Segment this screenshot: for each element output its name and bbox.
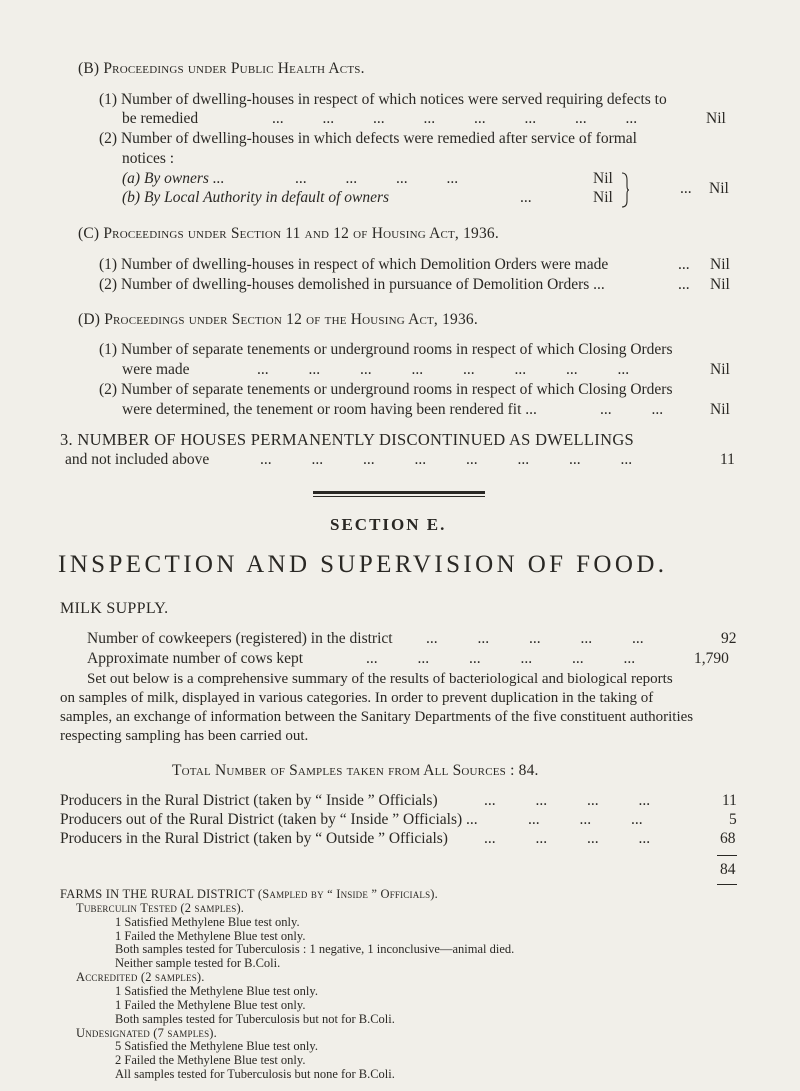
samples-row-label: Producers out of the Rural District (taken by “ Inside ” Officials) ... [60, 811, 478, 828]
tuberculin-line: Both samples tested for Tuberculosis : 1 negative, 1 inconclusive—animal died. [115, 942, 515, 956]
accredited-line: 1 Failed the Methylene Blue test only. [115, 998, 306, 1012]
leader-dots: ... ... ... ... ... ... ... ... [272, 110, 638, 127]
undesignated-line: 2 Failed the Methylene Blue test only. [115, 1053, 306, 1067]
section-e-title: INSPECTION AND SUPERVISION OF FOOD. [58, 551, 668, 578]
cowkeepers-value: 92 [721, 630, 737, 647]
section-c-item1-value: Nil [710, 256, 730, 273]
total-samples-heading: Total Number of Samples taken from All Sources : 84. [172, 762, 539, 779]
tuberculin-heading: Tuberculin Tested (2 samples). [76, 901, 245, 915]
leader-dots: ... ... [600, 401, 664, 418]
section-b-item1-line1: (1) Number of dwelling-houses in respect of which notices were served requiring defects to [99, 91, 667, 108]
leader-dots: ... ... ... [528, 811, 643, 828]
leader-dots: ... ... ... ... ... ... [366, 650, 636, 667]
undesignated-heading: Undesignated (7 samples). [76, 1026, 217, 1040]
farms-heading: FARMS IN THE RURAL DISTRICT (Sampled by “ Inside ” Officials). [60, 887, 438, 901]
section-d-item1-value: Nil [710, 361, 730, 378]
milk-paragraph-line3: samples, an exchange of information between the Sanitary Departments of the five constituent authorities [60, 709, 694, 725]
samples-row-label: Producers in the Rural District (taken by “ Inside ” Officials) [60, 792, 438, 809]
section-b-item2-total: Nil [709, 180, 729, 197]
leader-dots: ... [678, 256, 690, 273]
cows-label: Approximate number of cows kept [87, 650, 304, 667]
section-d-item1-line1: (1) Number of separate tenements or underground rooms in respect of which Closing Orders [99, 341, 673, 358]
section-b-item2-line1: (2) Number of dwelling-houses in which defects were remedied after service of formal [99, 130, 637, 147]
accredited-line: Both samples tested for Tuberculosis but not for B.Coli. [115, 1012, 395, 1026]
section-d-item2-value: Nil [710, 401, 730, 418]
leader-dots: ... ... ... ... [484, 830, 651, 847]
samples-row-label: Producers in the Rural District (taken by “ Outside ” Officials) [60, 830, 448, 847]
leader-dots: ... [520, 189, 532, 206]
undesignated-line: All samples tested for Tuberculosis but none for B.Coli. [115, 1067, 395, 1081]
leader-dots: ... ... ... ... [295, 170, 459, 187]
section-3-line2: and not included above [65, 451, 210, 468]
milk-paragraph-line2: on samples of milk, displayed in various categories. In order to prevent duplication in the taking of [60, 690, 654, 706]
section-d-item2-line2: were determined, the tenement or room having been rendered fit ... [122, 401, 537, 418]
sum-rule [717, 884, 737, 885]
section-d-heading: (D) Proceedings under Section 12 of the Housing Act, 1936. [78, 311, 478, 328]
section-3-value: 11 [720, 451, 735, 468]
section-c-item2-value: Nil [710, 276, 730, 293]
tuberculin-line: Neither sample tested for B.Coli. [115, 956, 281, 970]
leader-dots: ... ... ... ... ... ... ... ... [260, 451, 633, 468]
cows-value: 1,790 [694, 650, 729, 667]
section-b-item2b: (b) By Local Authority in default of owners [122, 189, 390, 206]
section-b-item1-line2: be remedied [122, 110, 199, 127]
leader-dots: ... ... ... ... ... [426, 630, 644, 647]
tuberculin-line: 1 Failed the Methylene Blue test only. [115, 929, 306, 943]
section-b-item2a-value: Nil [593, 170, 613, 187]
leader-dots: ... ... ... ... [484, 792, 651, 809]
section-3-line1: 3. NUMBER OF HOUSES PERMANENTLY DISCONTINUED AS DWELLINGS [60, 430, 635, 449]
milk-paragraph-line1: Set out below is a comprehensive summary of the results of bacteriological and biological reports [87, 671, 673, 687]
section-b-heading: (B) Proceedings under Public Health Acts. [78, 60, 365, 77]
section-c-heading: (C) Proceedings under Section 11 and 12 of Housing Act, 1936. [78, 225, 499, 242]
section-d-item2-line1: (2) Number of separate tenements or underground rooms in respect of which Closing Orders [99, 381, 673, 398]
leader-dots: ... [680, 180, 692, 197]
tuberculin-line: 1 Satisfied Methylene Blue test only. [115, 915, 300, 929]
divider-rule [313, 496, 485, 497]
sum-rule [717, 855, 737, 856]
samples-row-value: 68 [720, 830, 736, 847]
samples-row-value: 11 [722, 792, 737, 809]
leader-dots: ... [678, 276, 690, 293]
section-c-item1: (1) Number of dwelling-houses in respect of which Demolition Orders were made [99, 256, 609, 273]
section-d-item1-line2: were made [122, 361, 190, 378]
accredited-line: 1 Satisfied the Methylene Blue test only. [115, 984, 318, 998]
section-c-item2: (2) Number of dwelling-houses demolished in pursuance of Demolition Orders ... [99, 276, 605, 293]
section-b-item2b-value: Nil [593, 189, 613, 206]
section-b-item2a: (a) By owners ... [122, 170, 225, 187]
milk-paragraph-line4: respecting sampling has been carried out. [60, 728, 309, 744]
section-e-label: SECTION E. [330, 515, 447, 534]
cowkeepers-label: Number of cowkeepers (registered) in the district [87, 630, 393, 647]
leader-dots: ... ... ... ... ... ... ... ... [257, 361, 630, 378]
samples-total-value: 84 [720, 861, 736, 878]
brace-icon [620, 170, 630, 210]
undesignated-line: 5 Satisfied the Methylene Blue test only. [115, 1039, 318, 1053]
accredited-heading: Accredited (2 samples). [76, 970, 205, 984]
section-b-item1-value: Nil [706, 110, 726, 127]
samples-row-value: 5 [729, 811, 737, 828]
milk-supply-heading: MILK SUPPLY. [60, 600, 169, 617]
section-b-item2-line2: notices : [122, 150, 175, 167]
divider-rule [313, 491, 485, 494]
